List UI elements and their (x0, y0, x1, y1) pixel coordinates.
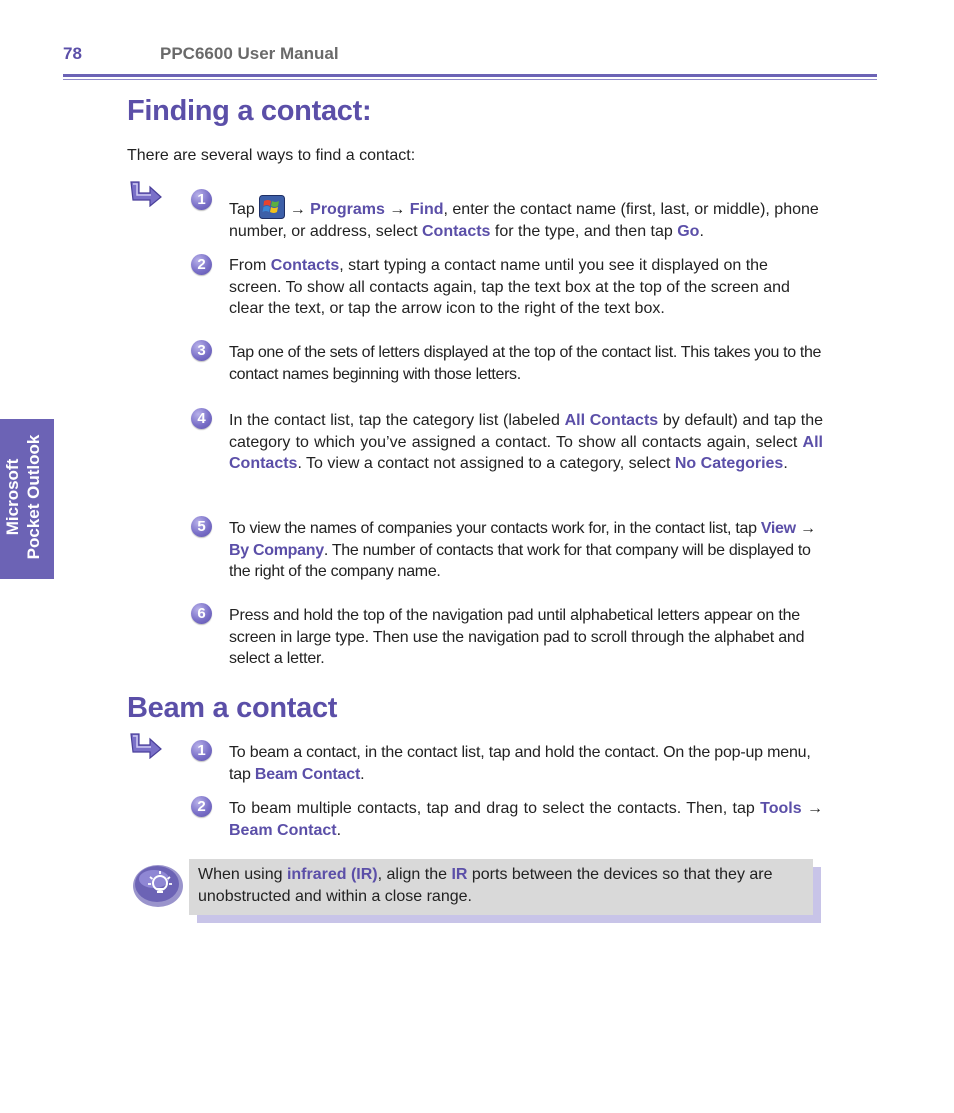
step-number: 3 (191, 340, 212, 361)
step-number: 2 (191, 254, 212, 275)
windows-start-icon[interactable] (259, 195, 285, 219)
arrow-right-icon (128, 179, 164, 207)
header-rule-thin (63, 79, 877, 80)
find-step-2: From Contacts, start typing a contact name until you see it displayed on the screen. To show all contacts again, tap the text box at the top of the screen and clear the text, or tap the arrow icon to the right of the text box. (229, 257, 790, 317)
find-step-5: To view the names of companies your contacts work for, in the contact list, tap View → By Company. The number of contacts that work for that company will be displayed to the right of the company name. (229, 520, 816, 580)
link-contacts: Contacts (421, 222, 491, 240)
manual-title: PPC6600 User Manual (160, 44, 339, 63)
step-number: 5 (191, 516, 212, 537)
find-step-6: Press and hold the top of the navigation pad until alphabetical letters appear on the screen in large type. Then use the navigation pad to scroll through the alphabet and select a letter. (229, 607, 805, 667)
section-heading-beam: Beam a contact (127, 692, 338, 724)
step-number: 1 (191, 740, 212, 761)
beam-step-1: To beam a contact, in the contact list, tap and hold the contact. On the pop-up menu, tap Beam Contact. (229, 744, 811, 783)
tip-text: When using infrared (IR), align the IR ports between the devices so that they are unobstructed and within a close range. (198, 866, 773, 905)
page-number: 78 (63, 44, 82, 63)
header-rule (63, 74, 877, 77)
find-step-1: Tap → Programs → Find, enter the contact name (first, last, or middle), phone number, or address, select Contacts for the type, and then tap Go. (229, 190, 823, 242)
intro-text: There are several ways to find a contact: (127, 147, 416, 164)
step-number: 4 (191, 408, 212, 429)
step-number: 1 (191, 189, 212, 210)
find-step-3: Tap one of the sets of letters displayed at the top of the contact list. This takes you to the contact names beginning with those letters. (229, 344, 822, 383)
step-number: 6 (191, 603, 212, 624)
link-find: Find (409, 201, 444, 218)
link-programs: Programs (310, 201, 385, 218)
section-heading-finding: Finding a contact: (127, 95, 372, 127)
beam-step-2: To beam multiple contacts, tap and drag to select the contacts. Then, tap Tools → Beam Contact. (229, 800, 823, 839)
find-step-4: In the contact list, tap the category list (labeled All Contacts by default) and tap the category to which you’ve assigned a contact. To show all contacts again, select All Contacts. To view a contact not assigned to a category, select No Categories. (229, 412, 824, 472)
step-number: 2 (191, 796, 212, 817)
arrow-right-icon (128, 731, 164, 759)
link-go: Go (677, 222, 700, 240)
lightbulb-icon (130, 859, 184, 909)
chapter-tab-label: Microsoft Pocket Outlook (3, 434, 43, 560)
